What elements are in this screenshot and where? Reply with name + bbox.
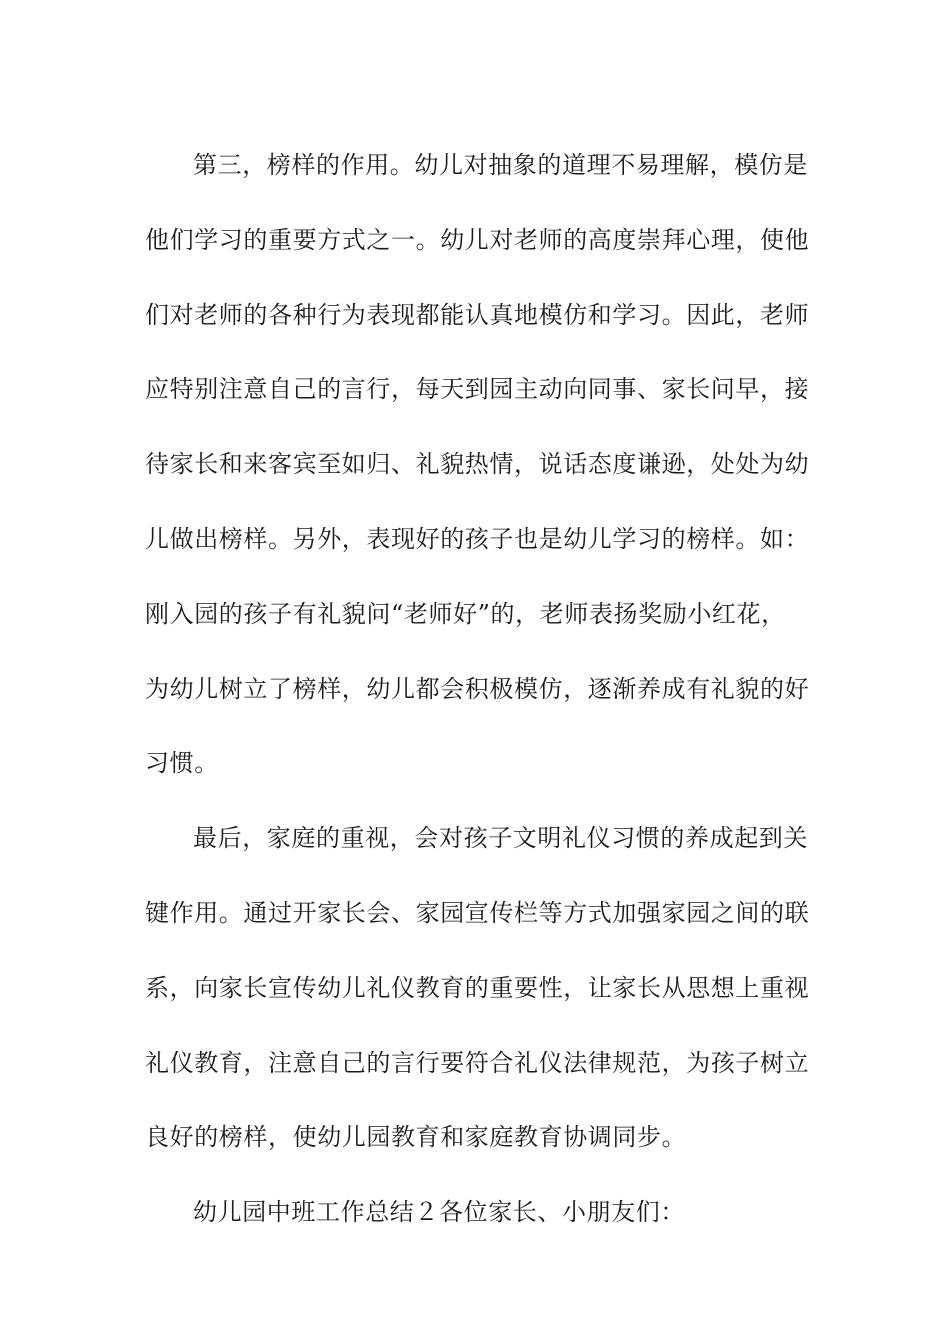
text-line: 良好的榜样，使幼儿园教育和家庭教育协调同步。 <box>145 1123 687 1152</box>
text-line: 为幼儿树立了榜样，幼儿都会积极模仿，逐渐养成有礼貌的好 <box>145 674 810 703</box>
text-line: 礼仪教育，注意自己的言行要符合礼仪法律规范，为孩子树立 <box>145 1048 810 1077</box>
text-line: 他们学习的重要方式之一。幼儿对老师的高度崇拜心理，使他 <box>145 225 810 254</box>
text-line: 应特别注意自己的言行，每天到园主动向同事、家长问早，接 <box>145 375 810 404</box>
text-line: 习惯。 <box>145 749 219 778</box>
paragraph-family-emphasis <box>145 801 810 1175</box>
text-line: 系，向家长宣传幼儿礼仪教育的重要性，让家长从思想上重视 <box>145 973 810 1002</box>
paragraph-summary-heading <box>145 1175 805 1250</box>
text-line: 们对老师的各种行为表现都能认真地模仿和学习。因此，老师 <box>145 300 810 329</box>
text-line: 儿做出榜样。另外，表现好的孩子也是幼儿学习的榜样。如： <box>145 524 810 553</box>
document-body <box>145 128 810 1250</box>
text-line: 最后，家庭的重视，会对孩子文明礼仪习惯的养成起到关 <box>193 824 808 853</box>
text-line: 第三，榜样的作用。幼儿对抽象的道理不易理解，模仿是 <box>193 151 808 179</box>
text-line: 刚入园的孩子有礼貌问“老师好”的，老师表扬奖励小红花， <box>145 599 786 628</box>
paragraph-role-model <box>145 128 810 801</box>
text-line: 幼儿园中班工作总结２各位家长、小朋友们： <box>193 1198 685 1227</box>
text-line: 待家长和来客宾至如归、礼貌热情，说话态度谦逊，处处为幼 <box>145 450 810 479</box>
text-line: 键作用。通过开家长会、家园宣传栏等方式加强家园之间的联 <box>145 898 810 927</box>
